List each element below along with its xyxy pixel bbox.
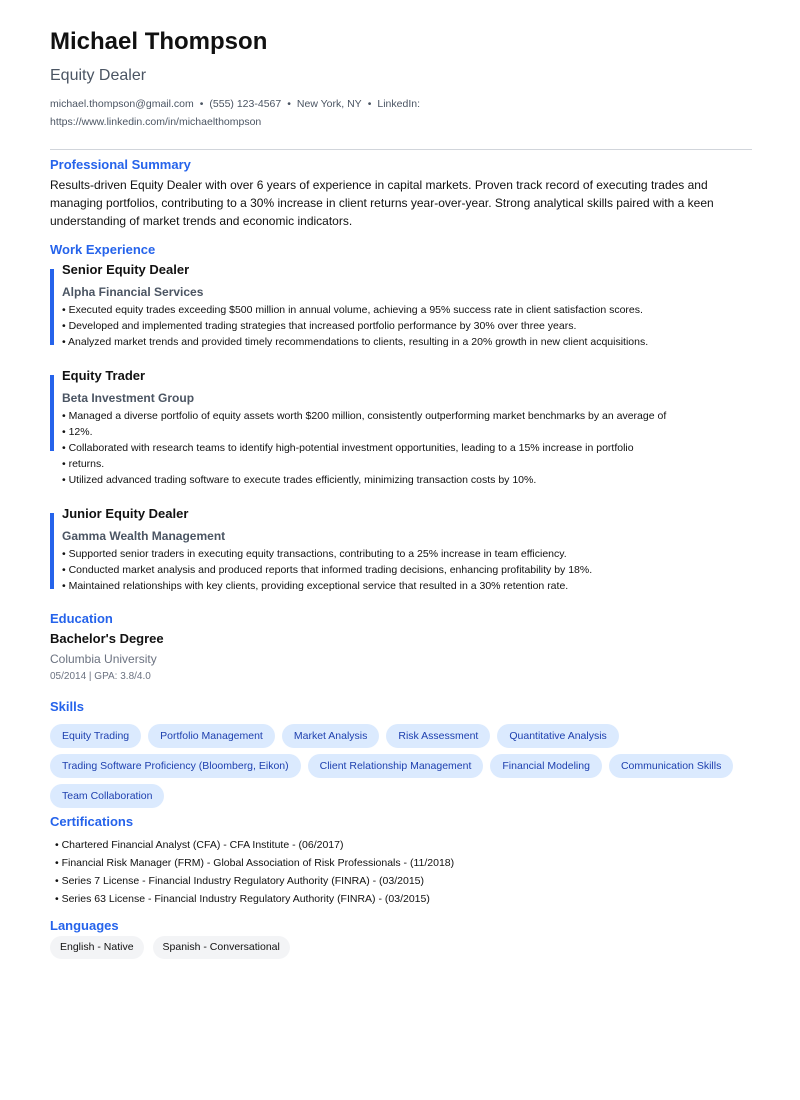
job-bullet: • Managed a diverse portfolio of equity assets worth $200 million, consistently outperforming market benchmarks by an average of xyxy=(62,410,667,422)
skills-heading: Skills xyxy=(50,699,84,714)
certification-item: • Series 63 License - Financial Industry Regulatory Authority (FINRA) - (03/2015) xyxy=(55,893,430,905)
contact-info xyxy=(50,95,752,131)
header-divider xyxy=(50,149,752,150)
candidate-name: Michael Thompson xyxy=(50,28,268,55)
resume-page xyxy=(50,28,752,959)
certification-item: • Financial Risk Manager (FRM) - Global Association of Risk Professionals - (11/2018) xyxy=(55,857,455,869)
job-bullet: • Analyzed market trends and provided timely recommendations to clients, resulting in a 20% growth in new client acquisitions. xyxy=(62,336,649,348)
job-role: Junior Equity Dealer xyxy=(62,506,189,521)
skill-chip: Quantitative Analysis xyxy=(497,724,618,748)
job-company: Beta Investment Group xyxy=(62,391,195,405)
job-bullet: • Utilized advanced trading software to execute trades efficiently, minimizing transaction costs by 10%. xyxy=(62,474,537,486)
job-entry xyxy=(50,506,752,594)
education-degree: Bachelor's Degree xyxy=(50,631,164,646)
skill-chip: Market Analysis xyxy=(282,724,380,748)
job-role: Senior Equity Dealer xyxy=(62,262,190,277)
contact-linkedin-label: LinkedIn: xyxy=(377,98,420,110)
candidate-title: Equity Dealer xyxy=(50,67,147,84)
job-company: Alpha Financial Services xyxy=(62,285,204,299)
skill-chip: Communication Skills xyxy=(609,754,733,778)
languages-heading: Languages xyxy=(50,918,119,933)
job-entry xyxy=(50,368,752,488)
language-chip: Spanish - Conversational xyxy=(153,936,290,959)
job-bullet: • 12%. xyxy=(62,426,93,438)
certifications-list xyxy=(50,836,752,908)
job-bullet: • Maintained relationships with key clients, providing exceptional service that resulted in a 30% retention rate. xyxy=(62,580,569,592)
job-bullet: • Developed and implemented trading strategies that increased portfolio performance by 30% over three years. xyxy=(62,320,577,332)
contact-location: New York, NY xyxy=(296,98,362,110)
skill-chip: Client Relationship Management xyxy=(308,754,484,778)
job-role: Equity Trader xyxy=(62,368,146,383)
contact-separator: • xyxy=(199,98,204,110)
certifications-heading: Certifications xyxy=(50,814,134,829)
job-bullet: • Conducted market analysis and produced reports that informed trading decisions, enhancing profitability by 18%. xyxy=(62,564,593,576)
contact-separator: • xyxy=(287,98,291,110)
job-bullet: • Supported senior traders in executing equity transactions, contributing to a 25% increase in team efficiency. xyxy=(62,548,567,560)
skill-chip: Financial Modeling xyxy=(490,754,602,778)
contact-linkedin-url[interactable]: https://www.linkedin.com/in/michaelthompson xyxy=(50,116,262,128)
language-chip: English - Native xyxy=(50,936,144,959)
job-bullet: • returns. xyxy=(62,458,105,470)
education-school: Columbia University xyxy=(50,652,157,666)
certification-item: • Series 7 License - Financial Industry Regulatory Authority (FINRA) - (03/2015) xyxy=(55,875,424,887)
skill-chip: Team Collaboration xyxy=(50,784,164,808)
job-bullet: • Collaborated with research teams to identify high-potential investment opportunities, leading to a 15% increase in portfolio xyxy=(62,442,634,454)
job-company: Gamma Wealth Management xyxy=(62,529,226,543)
contact-email[interactable]: michael.thompson@gmail.com xyxy=(50,98,194,110)
summary-heading: Professional Summary xyxy=(50,157,191,172)
skills-list xyxy=(50,724,752,808)
contact-separator: • xyxy=(367,98,372,110)
job-accent-bar xyxy=(50,375,54,451)
certification-item: • Chartered Financial Analyst (CFA) - CFA Institute - (06/2017) xyxy=(55,839,344,851)
job-bullet: • Executed equity trades exceeding $500 million in annual volume, achieving a 95% success rate in client satisfaction scores. xyxy=(62,304,643,316)
education-heading: Education xyxy=(50,611,113,626)
job-accent-bar xyxy=(50,269,54,345)
skill-chip: Equity Trading xyxy=(50,724,141,748)
education-meta: 05/2014 | GPA: 3.8/4.0 xyxy=(50,671,151,682)
skill-chip: Risk Assessment xyxy=(386,724,490,748)
job-entry xyxy=(50,262,752,350)
contact-phone: (555) 123-4567 xyxy=(209,98,282,110)
skill-chip: Portfolio Management xyxy=(148,724,275,748)
job-accent-bar xyxy=(50,513,54,589)
experience-heading: Work Experience xyxy=(50,242,156,257)
languages-list xyxy=(50,936,752,959)
summary-text: Results-driven Equity Dealer with over 6 years of experience in capital markets. Proven track record of executing trades and managing portfolios, contributing to a 30% increase in client returns year-over-year. Strong analytical skills paired with a keen understanding of market trends and economic indicators. xyxy=(50,178,714,228)
skill-chip: Trading Software Proficiency (Bloomberg, Eikon) xyxy=(50,754,301,778)
